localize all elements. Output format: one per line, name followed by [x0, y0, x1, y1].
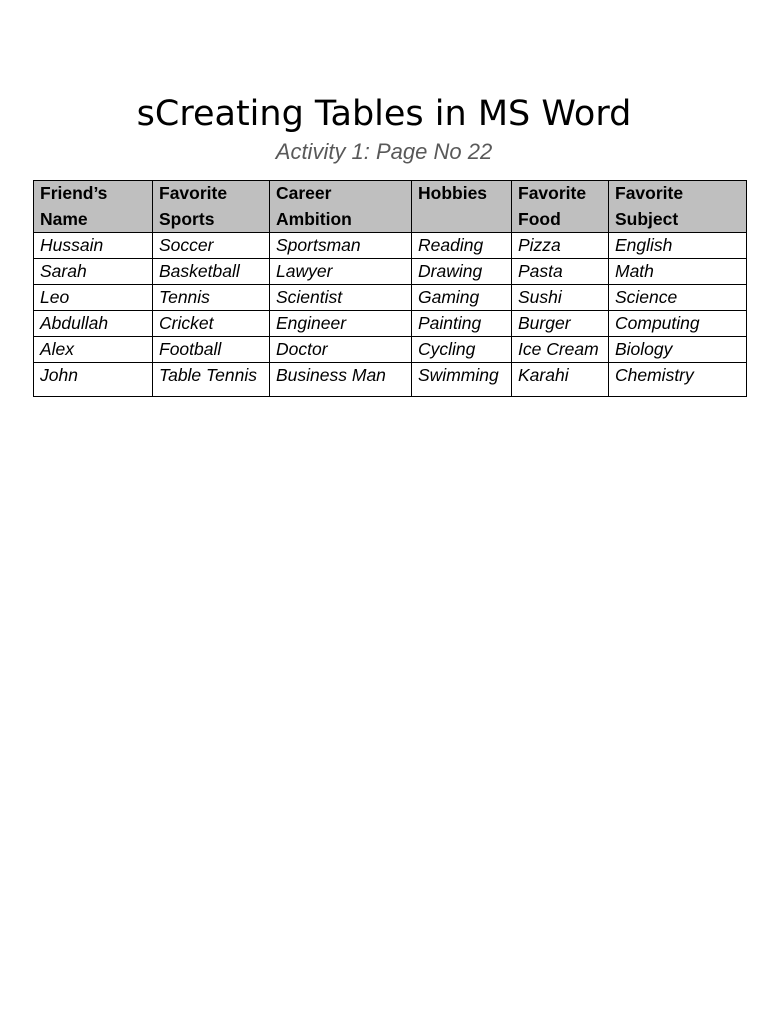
table-cell: Computing [609, 311, 747, 337]
table-cell: Painting [412, 311, 512, 337]
table-header-row [34, 181, 747, 233]
page-title: sCreating Tables in MS Word [136, 94, 632, 134]
table-cell: Scientist [270, 285, 412, 311]
table-cell: Reading [412, 233, 512, 259]
table-cell: Cricket [153, 311, 270, 337]
table-cell: Sportsman [270, 233, 412, 259]
header-favorite-food [512, 181, 609, 233]
table-cell: Gaming [412, 285, 512, 311]
table-cell: Sushi [512, 285, 609, 311]
table-cell: Hussain [34, 233, 153, 259]
table-cell: Karahi [512, 363, 609, 397]
header-hobbies [412, 181, 512, 233]
table-cell: English [609, 233, 747, 259]
table-cell: Chemistry [609, 363, 747, 397]
table-cell: Drawing [412, 259, 512, 285]
table-cell: Basketball [153, 259, 270, 285]
table-cell: Cycling [412, 337, 512, 363]
table-cell: John [34, 363, 153, 397]
table-row [34, 259, 747, 285]
table-cell: Table Tennis [153, 363, 270, 397]
header-text: Favorite [159, 183, 228, 203]
header-text: Hobbies [418, 183, 488, 203]
header-text: Career [276, 183, 332, 203]
table-row [34, 311, 747, 337]
table-cell: Alex [34, 337, 153, 363]
friends-table [33, 180, 747, 397]
table-row [34, 233, 747, 259]
table-cell: Football [153, 337, 270, 363]
table-cell: Pasta [512, 259, 609, 285]
table-row [34, 363, 747, 397]
table-cell: Abdullah [34, 311, 153, 337]
table-cell: Burger [512, 311, 609, 337]
header-text: Food [518, 208, 561, 229]
table-cell: Pizza [512, 233, 609, 259]
table-cell: Science [609, 285, 747, 311]
table-cell: Business Man [270, 363, 412, 397]
table-cell: Ice Cream [512, 337, 609, 363]
table-cell: Engineer [270, 311, 412, 337]
header-text: Favorite [615, 183, 684, 203]
table-cell: Biology [609, 337, 747, 363]
table-cell: Doctor [270, 337, 412, 363]
header-favorite-sports [153, 181, 270, 233]
header-favorite-subject [609, 181, 747, 233]
table-cell: Leo [34, 285, 153, 311]
header-text: Name [40, 208, 88, 229]
page-subtitle: Activity 1: Page No 22 [275, 139, 493, 164]
header-career-ambition [270, 181, 412, 233]
table-cell: Soccer [153, 233, 270, 259]
header-text: Friend’s [40, 183, 108, 203]
header-text: Ambition [276, 208, 352, 229]
table-cell: Tennis [153, 285, 270, 311]
header-friends-name [34, 181, 153, 233]
table-row [34, 337, 747, 363]
table-row [34, 285, 747, 311]
table-cell: Swimming [412, 363, 512, 397]
header-text: Subject [615, 208, 679, 229]
table-cell: Math [609, 259, 747, 285]
table-cell: Lawyer [270, 259, 412, 285]
header-text: Favorite [518, 183, 587, 203]
header-text: Sports [159, 208, 215, 229]
table-cell: Sarah [34, 259, 153, 285]
